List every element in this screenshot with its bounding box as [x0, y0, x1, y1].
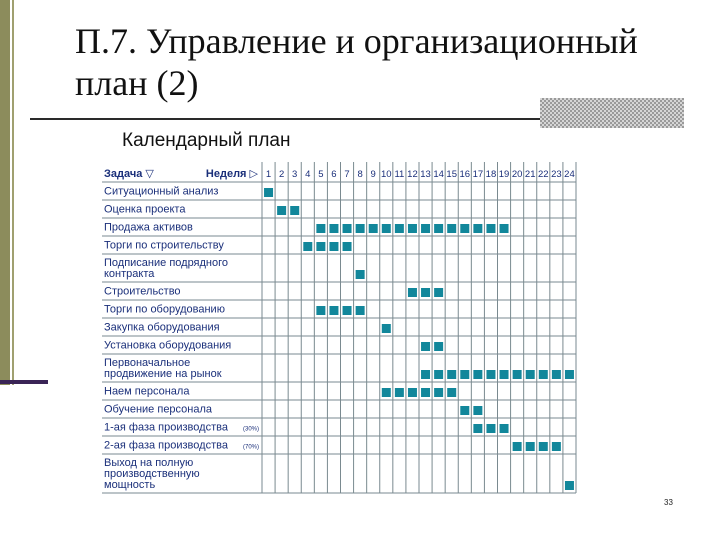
week-label-16: 16 — [459, 169, 471, 180]
slide-title-line-2: план (2) — [75, 63, 199, 103]
schedule-square-week-24 — [565, 481, 574, 490]
schedule-square-week-7 — [343, 224, 352, 233]
schedule-square-week-14 — [434, 370, 443, 379]
schedule-square-week-16 — [460, 406, 469, 415]
task-label: Установка оборудования — [104, 339, 232, 352]
task-label: контракта — [104, 268, 155, 280]
schedule-square-week-8 — [356, 270, 365, 279]
week-label-8: 8 — [357, 169, 363, 180]
schedule-square-week-3 — [290, 206, 299, 215]
schedule-square-week-2 — [277, 206, 286, 215]
schedule-square-week-10 — [382, 224, 391, 233]
schedule-square-week-18 — [486, 370, 495, 379]
schedule-square-week-5 — [316, 224, 325, 233]
week-label-23: 23 — [551, 169, 562, 180]
schedule-square-week-12 — [408, 388, 417, 397]
task-percent-note: (30%) — [243, 426, 260, 433]
schedule-square-week-8 — [356, 306, 365, 315]
task-percent-note: (70%) — [243, 444, 260, 451]
schedule-square-week-22 — [539, 442, 548, 451]
schedule-square-week-6 — [329, 242, 338, 251]
task-label: Первоначальное — [104, 357, 191, 369]
schedule-square-week-18 — [486, 424, 495, 433]
page-number: 33 — [664, 498, 673, 507]
week-label-2: 2 — [278, 169, 285, 180]
task-label: Строительство — [104, 285, 181, 298]
schedule-square-week-16 — [460, 370, 469, 379]
schedule-square-week-7 — [343, 242, 352, 251]
task-label: Продажа активов — [104, 221, 193, 234]
week-label-4: 4 — [305, 169, 311, 180]
slide-title-line-1: П.7. Управление и организационный — [75, 21, 638, 61]
schedule-square-week-13 — [421, 342, 430, 351]
schedule-square-week-23 — [552, 370, 561, 379]
slide-title — [75, 20, 695, 104]
week-label-15: 15 — [446, 169, 457, 180]
week-column-header: Неделя ▷ — [205, 168, 258, 180]
week-label-24: 24 — [564, 169, 575, 180]
schedule-square-week-13 — [421, 388, 430, 397]
task-label: Закупка оборудования — [104, 321, 220, 334]
task-label: 1-ая фаза производства — [104, 421, 228, 434]
schedule-square-week-17 — [473, 406, 482, 415]
week-label-5: 5 — [318, 169, 324, 180]
schedule-square-week-19 — [500, 424, 509, 433]
schedule-square-week-13 — [421, 224, 430, 233]
title-divider — [30, 118, 540, 120]
task-column-header: Задача ▽ — [104, 168, 154, 180]
task-label: Обучение персонала — [104, 403, 213, 416]
schedule-square-week-15 — [447, 224, 456, 233]
schedule-square-week-17 — [473, 370, 482, 379]
task-label: продвижение на рынок — [104, 368, 222, 380]
week-label-12: 12 — [407, 169, 418, 180]
week-label-1: 1 — [265, 169, 272, 180]
schedule-square-week-11 — [395, 388, 404, 397]
schedule-square-week-22 — [539, 370, 548, 379]
task-label: 2-ая фаза производства — [104, 439, 228, 452]
task-label: Оценка проекта — [104, 203, 186, 216]
week-label-22: 22 — [538, 169, 549, 180]
schedule-square-week-20 — [513, 370, 522, 379]
schedule-square-week-6 — [329, 224, 338, 233]
schedule-square-week-1 — [264, 188, 273, 197]
schedule-square-week-12 — [408, 224, 417, 233]
week-label-21: 21 — [524, 169, 536, 180]
schedule-square-week-16 — [460, 224, 469, 233]
schedule-square-week-23 — [552, 442, 561, 451]
schedule-square-week-17 — [473, 424, 482, 433]
schedule-square-week-21 — [526, 442, 535, 451]
schedule-square-week-17 — [473, 224, 482, 233]
schedule-square-week-14 — [434, 224, 443, 233]
schedule-square-week-5 — [316, 242, 325, 251]
week-label-3: 3 — [292, 169, 298, 180]
task-label: производственную — [104, 468, 200, 480]
schedule-square-week-12 — [408, 288, 417, 297]
schedule-square-week-24 — [565, 370, 574, 379]
schedule-square-week-13 — [421, 288, 430, 297]
week-label-13: 13 — [420, 169, 431, 180]
left-accent-bar — [0, 0, 10, 385]
schedule-square-week-10 — [382, 388, 391, 397]
schedule-square-week-10 — [382, 324, 391, 333]
slide-subtitle: Календарный план — [122, 130, 291, 151]
schedule-square-week-21 — [526, 370, 535, 379]
schedule-square-week-18 — [486, 224, 495, 233]
task-label: Торги по строительству — [104, 239, 224, 252]
week-label-19: 19 — [498, 169, 510, 180]
task-label: Ситуационный анализ — [104, 185, 219, 198]
week-label-18: 18 — [485, 169, 497, 180]
schedule-square-week-9 — [369, 224, 378, 233]
schedule-square-week-15 — [447, 388, 456, 397]
week-label-14: 14 — [433, 169, 444, 180]
week-label-6: 6 — [331, 169, 337, 180]
schedule-square-week-8 — [356, 224, 365, 233]
left-accent-cap — [0, 380, 48, 384]
schedule-square-week-5 — [316, 306, 325, 315]
left-accent-thin-bar — [12, 0, 14, 385]
schedule-square-week-14 — [434, 388, 443, 397]
week-label-10: 10 — [381, 169, 392, 180]
week-label-7: 7 — [344, 169, 350, 180]
schedule-square-week-6 — [329, 306, 338, 315]
schedule-square-week-13 — [421, 370, 430, 379]
task-label: Выход на полную — [104, 457, 194, 469]
task-label: Подписание подрядного — [104, 257, 229, 269]
schedule-square-week-4 — [303, 242, 312, 251]
schedule-square-week-15 — [447, 370, 456, 379]
task-label: Торги по оборудованию — [104, 303, 225, 316]
schedule-square-week-14 — [434, 288, 443, 297]
task-label: Наем персонала — [104, 385, 190, 398]
week-label-9: 9 — [370, 169, 376, 180]
week-label-17: 17 — [472, 169, 484, 180]
task-label: мощность — [104, 479, 156, 491]
schedule-square-week-19 — [500, 370, 509, 379]
gantt-chart — [102, 162, 582, 510]
week-label-11: 11 — [394, 169, 405, 180]
schedule-square-week-19 — [500, 224, 509, 233]
schedule-square-week-7 — [343, 306, 352, 315]
week-label-20: 20 — [511, 169, 523, 180]
title-decor-pattern — [540, 98, 684, 128]
schedule-square-week-20 — [513, 442, 522, 451]
schedule-square-week-11 — [395, 224, 404, 233]
schedule-square-week-14 — [434, 342, 443, 351]
